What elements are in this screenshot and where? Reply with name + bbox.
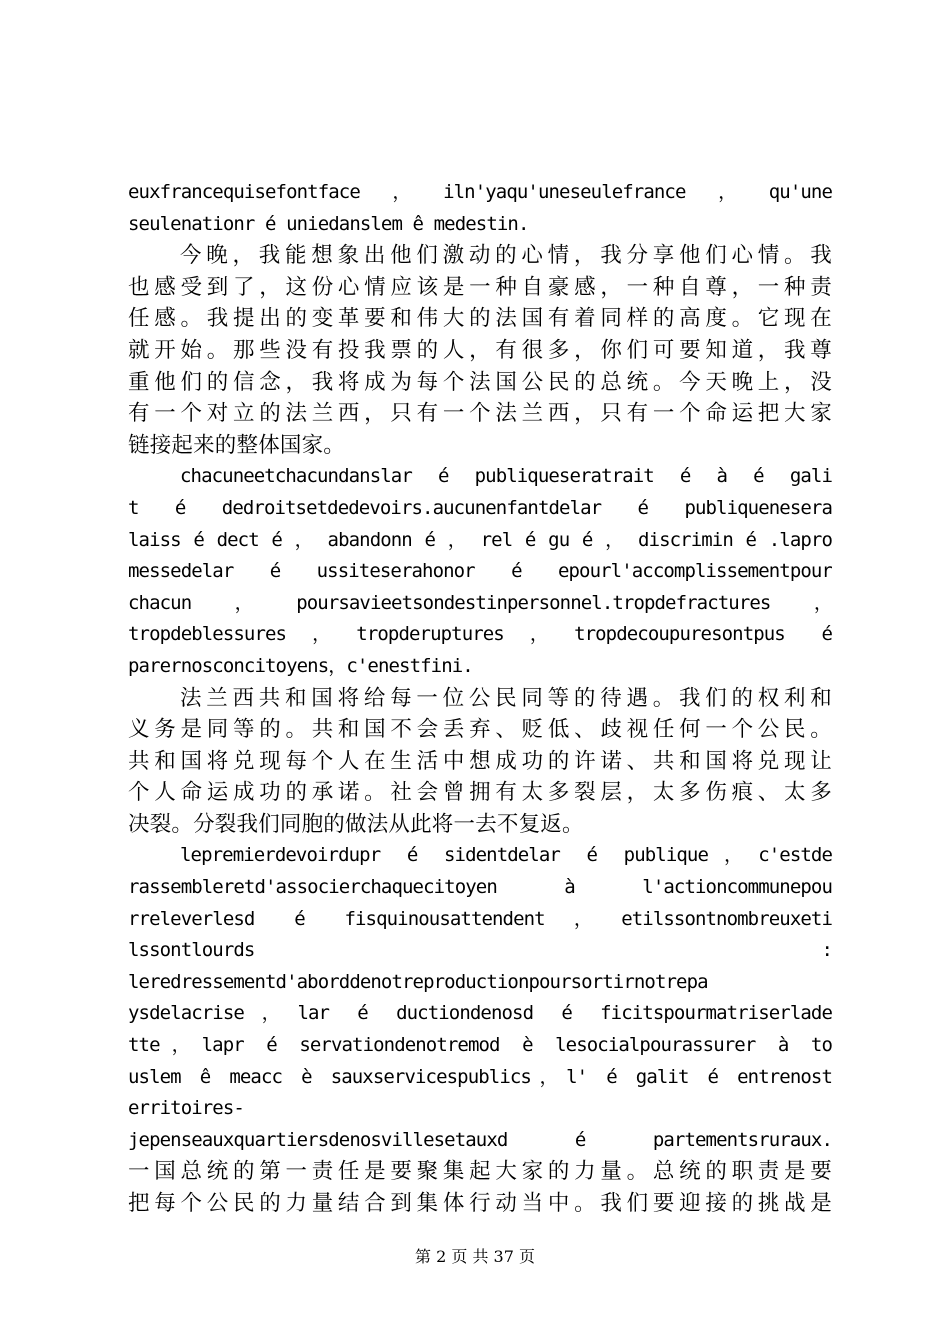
body-text (128, 177, 832, 1220)
text-line: chacuneetchacundanslar é publiqueseratrait é à é gali (180, 465, 832, 488)
text-line: ysdelacrise，lar é ductiondenosd é ficitspourmatriserladе (128, 1002, 832, 1025)
text-line: messedelar é ussiteserahonor é epourl'accomplissementpour (128, 560, 832, 583)
text-line: uslem ê meacc è sauxservicespublics，l' é galit é entrenost (128, 1065, 832, 1088)
text-line: rreleverlesd é fisquinousattendent，etilssontnombreuxeti (128, 907, 832, 930)
text-line: 共和国将兑现每个人在生活中想成功的许诺、共和国将兑现让 (128, 748, 832, 774)
text-line: 任感。我提出的变革要和伟大的法国有着同样的高度。它现在 (128, 306, 832, 332)
text-line: 有一个对立的法兰西，只有一个法兰西，只有一个命运把大家 (128, 401, 832, 427)
text-line: rassembleretd'associerchaquecitoyen à l'actioncommunepou (128, 876, 832, 899)
text-line: 重他们的信念，我将成为每个法国公民的总统。今天晚上，没 (128, 369, 832, 395)
text-line: 把每个公民的力量结合到集体行动当中。我们要迎接的挑战是 (128, 1191, 832, 1216)
text-line: leredressementd'aborddenotreproductionpoursortirnotrepa (128, 970, 708, 993)
page-number-footer: 第 2 页 共 37 页 (415, 1247, 535, 1266)
text-line: 个人命运成功的承诺。社会曾拥有太多裂层，太多伤痕、太多 (128, 780, 832, 806)
text-line: 就开始。那些没有投我票的人，有很多，你们可要知道，我尊 (128, 337, 832, 363)
text-line: parernosconcitoyens，c'enestfini. (128, 654, 473, 677)
text-line: 也感受到了，这份心情应该是一种自豪感，一种自尊，一种责 (128, 274, 832, 300)
text-line: 法兰西共和国将给每一位公民同等的待遇。我们的权利和 (180, 685, 832, 711)
text-line: jepenseauxquartiersdenosvillesetauxd é partementsruraux. (128, 1128, 832, 1151)
text-line: 一国总统的第一责任是要聚集起大家的力量。总统的职责是要 (128, 1159, 832, 1185)
text-line: 链接起来的整体国家。 (128, 432, 346, 458)
text-line: seulenationr é uniedanslem ê medestin. (128, 212, 529, 235)
text-line: 义务是同等的。共和国不会丢弃、贬低、歧视任何一个公民。 (128, 717, 832, 743)
text-line: lssontlourds (128, 939, 255, 962)
text-line: tropdeblessures，tropderuptures，tropdecoupuresontpus é (128, 623, 832, 646)
text-line: : (821, 939, 832, 962)
text-line: tte，lapr é servationdenotremod è lesocialpourassurer à to (128, 1034, 832, 1057)
text-line: euxfrancequisefontface，iln'yaqu'uneseulefrance，qu'une (128, 181, 832, 203)
text-line: erritoires- (128, 1097, 244, 1120)
text-line: 决裂。分裂我们同胞的做法从此将一去不复返。 (128, 811, 584, 837)
text-line: lepremierdevoirdupr é sidentdelar é publique，c'estde (180, 844, 832, 867)
text-line: laiss é dect é ， abandonn é ， rel é gu é ， discrimin é .lapro (128, 528, 832, 551)
text-line: 今晚，我能想象出他们激动的心情，我分享他们心情。我 (180, 243, 832, 269)
text-line: chacun，poursavieetsondestinpersonnel.tropdefractures， (128, 591, 832, 614)
text-line: t é dedroitsetdedevoirs.aucunenfantdelar é publiquenesera (128, 496, 832, 519)
